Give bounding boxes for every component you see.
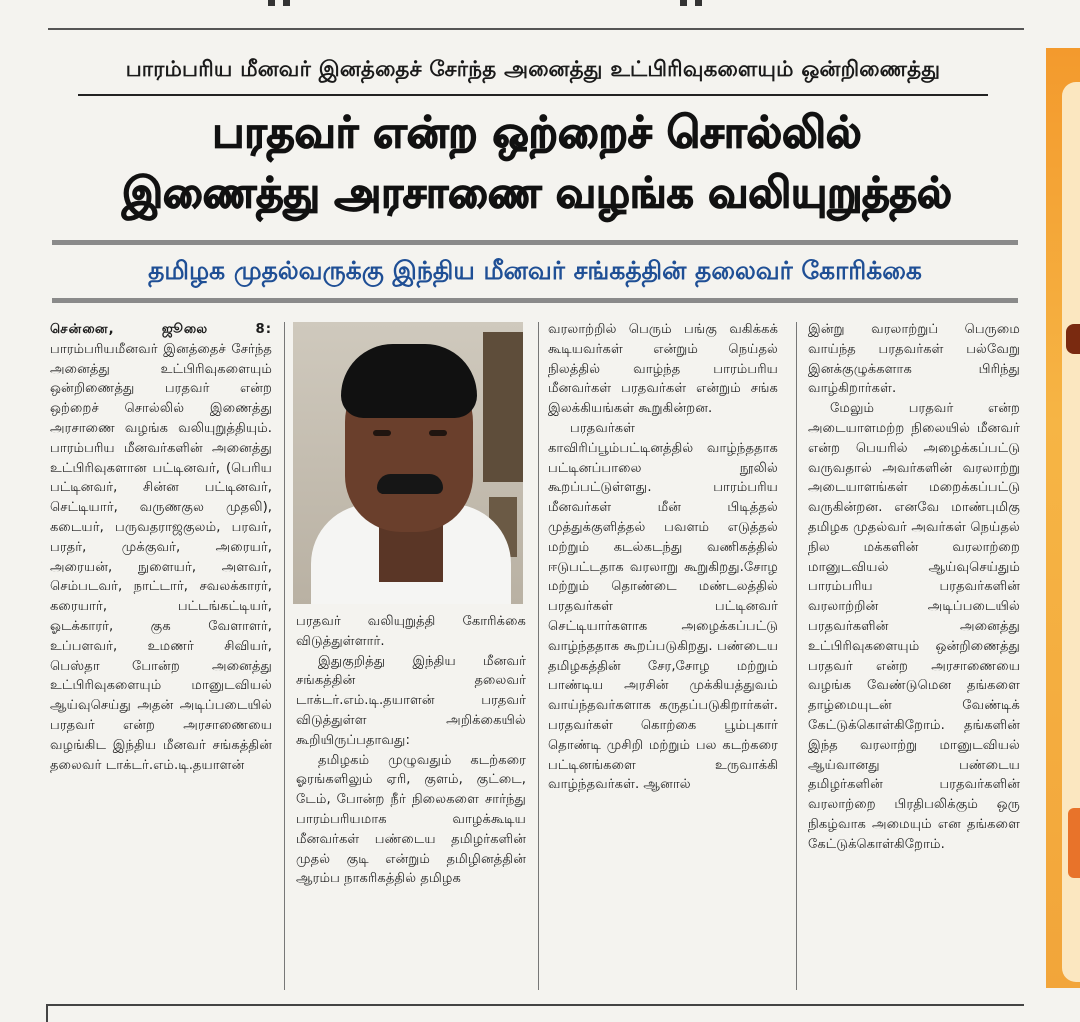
subheadline-bottom-rule <box>52 298 1018 303</box>
column-4-paragraph: மேலும் பரதவர் என்ற அடையாளமற்ற நிலையில் மீனவர் என்ற பெயரில் அழைக்கப்பட்டு வருவதால் அவர்களின் வரலாற்று அடையாளங்கள் மறைக்கப்பட்டு வருகின்றன. எனவே மாண்புமிகு தமிழக முதல்வர் அவர்கள் நெய்தல் நில மக்களின் வரலாற்றை மானுடவியல் ஆய்வுசெய்தும் பாரம்பரிய பரதவர்களின் வரலாற்றின் அடிப்படையில் பரதவர்களின் அனைத்து உட்பிரிவுகளையும் ஒன்றிணைத்து பரதவர் என்ற அரசாணையை வழங்க வேண்டுமென தங்களை தாழ்மையுடன் வேண்டிக் கேட்டுக்கொள்கிறோம். தங்களின் இந்த வரலாற்று மானுடவியல் ஆய்வானது பண்டைய தமிழர்களின் பரதவர்களின் வரலாற்றை பிரதிபலிக்கும் ஒரு நிகழ்வாக அமையும் என தங்களை கேட்டுக்கொள்கிறோம். <box>808 401 1020 852</box>
article-column-3 <box>548 320 778 992</box>
column-2-paragraph: தமிழகம் முழுவதும் கடற்கரை ஓரங்களிலும் ஏரி, குளம், குட்டை, டேம், போன்ற நீர் நிலைகளை சார்ந்து பாரம்பரியமாக வாழக்கூடிய மீனவர்கள் பண்டைய தமிழர்களின் முதல் குடி என்றும் தமிழினத்தின் ஆரம்ப நாகரிகத்தில் தமிழக <box>296 752 526 887</box>
dateline: சென்னை, ஜூலை 8: <box>50 322 272 337</box>
column-3-paragraph: வரலாற்றில் பெரும் பங்கு வகிக்கக் கூடியவர்கள் என்றும் நெய்தல் நிலத்தில் வாழ்ந்த பாரம்பரிய மீனவர்கள் பரதவர்கள் என்றும் சங்க இலக்கியங்கள் கூறுகின்றன. <box>548 322 778 417</box>
kicker-line: பாரம்பரிய மீனவர் இனத்தைச் சேர்ந்த அனைத்து உட்பிரிவுகளையும் ஒன்றிணைத்து <box>125 56 941 82</box>
article-column-1 <box>50 320 272 990</box>
article-column-2 <box>296 612 526 992</box>
headline-line-2: இணைத்து அரசாணை வழங்க வலியுறுத்தல் <box>122 168 952 217</box>
top-crop-marks <box>0 0 1080 8</box>
column-divider <box>284 322 285 990</box>
subheadline-top-rule <box>52 240 1018 245</box>
column-1-text: பாரம்பரியமீனவர் இனத்தைச் சேர்ந்த அனைத்து உட்பிரிவுகளையும் ஒன்றிணைத்து பரதவர் என்ற ஒற்றைச் சொல்லில் இணைத்து அரசாணை வழங்க வலியுறுத்தியும். பாரம்பரிய மீனவர்களின் அனைத்து உட்பிரிவுகளான பட்டினவர், (பெரிய பட்டினவர், சின்ன பட்டினவர், செட்டியார், வருணகுல முதலி), கடையர், பருவதராஜகுலம், பரவர், பரதர், முக்குவர், அரையர், அரையன், நுளையர், அளவர், செம்படவர், நாட்டார், சவலக்காரர், கரையார், பட்டங்கட்டியர், ஓடக்காரர், குக வேளாளர், உப்பளவர், உமணர் சிவியர், பெஸ்தா போன்ற அனைத்து உட்பிரிவுகளையும் மானுடவியல் ஆய்வுசெய்து அதன் அடிப்படையில் பரதவர் என்ற அரசாணையை வழங்கிட இந்திய மீனவர் சங்கத்தின் தலைவர் டாக்டர்.எம்.டி.தயாளன் <box>50 341 272 773</box>
column-2-paragraph: பரதவர் வலியுறுத்தி கோரிக்கை விடுத்துள்ளார். <box>296 614 526 649</box>
column-4-paragraph: இன்று வரலாற்றுப் பெருமை வாய்ந்த பரதவர்கள் பல்வேறு இனக்குழுக்களாக பிரிந்து வாழ்கிறார்கள். <box>808 322 1020 397</box>
column-divider <box>538 322 539 990</box>
column-3-paragraph: பரதவர்கள் காவிரிப்பூம்பட்டினத்தில் வாழ்ந்ததாக பட்டினப்பாலை நூலில் கூறப்பட்டுள்ளது. பாரம்பரிய மீனவர்கள் மீன் பிடித்தல் முத்துக்குளித்தல் பவளம் எடுத்தல் மற்றும் கடல்கடந்து வணிகத்தில் ஈடுபட்டதாக வரலாறு கூறுகிறது.சோழ மற்றும் தொண்டை மண்டலத்தில் பரதவர்கள் பட்டினவர் செட்டியார்களாக அழைக்கப்பட்டு வாழ்ந்ததாக கூறப்படுகிறது. பண்டைய தமிழகத்தின் சேர,சோழ மற்றும் பாண்டிய அரசின் முக்கியத்துவம் வாய்ந்தவர்களாக கருதப்படுகிறார்கள். பரதவர்கள் கொற்கை பூம்புகார் தொண்டி முசிறி மற்றும் பல கடற்கரை பட்டினங்களை உருவாக்கி வாழ்ந்தவர்கள். ஆனால் <box>548 420 778 793</box>
subheadline: தமிழக முதல்வருக்கு இந்திய மீனவர் சங்கத்தின் தலைவர் கோரிக்கை <box>148 255 922 285</box>
bottom-rule <box>48 1004 1024 1006</box>
column-divider <box>796 322 797 990</box>
top-rule <box>48 28 1024 30</box>
side-advertisement <box>1046 48 1080 988</box>
article-column-4 <box>808 320 1020 992</box>
portrait-photo-icon <box>293 322 523 604</box>
column-2-paragraph: இதுகுறித்து இந்திய மீனவர் சங்கத்தின் தலைவர் டாக்டர்.எம்.டி.தயாளன் பரதவர் விடுத்துள்ள அறிக்கையில் கூறியிருப்பதாவது: <box>296 653 526 748</box>
kicker-rule <box>78 94 988 96</box>
bottom-corner-mark <box>46 1004 48 1022</box>
headline-line-1: பரதவர் என்ற ஒற்றைச் சொல்லில் <box>212 108 862 158</box>
